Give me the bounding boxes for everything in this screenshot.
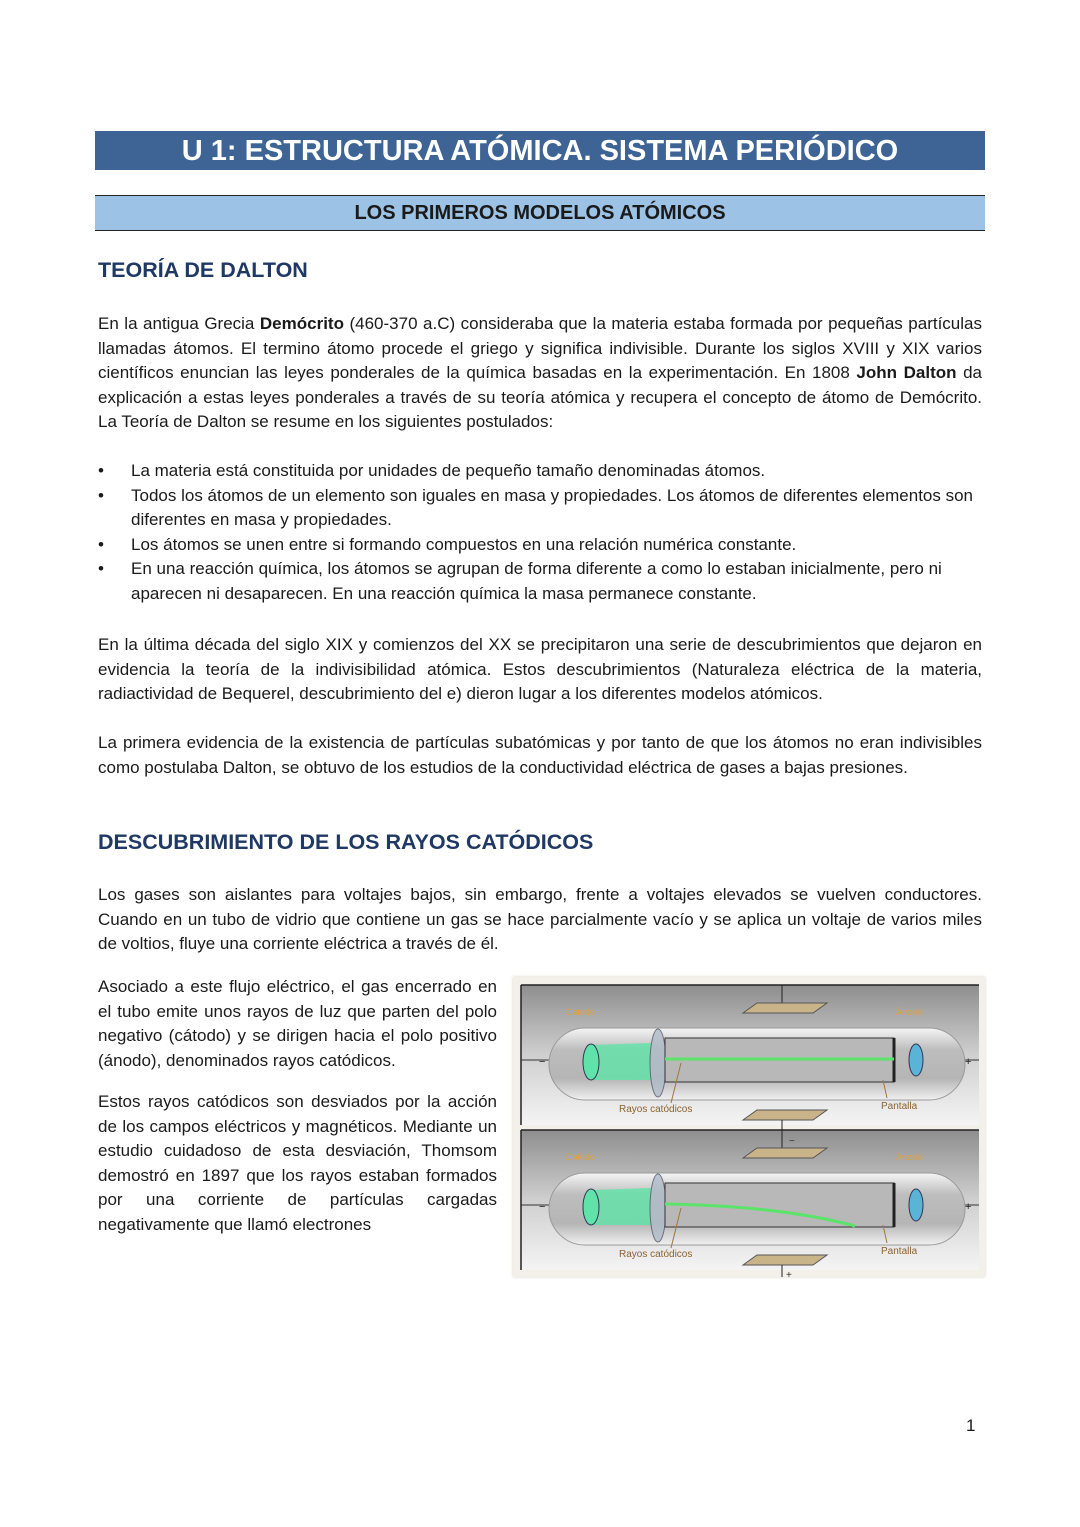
list-item xyxy=(98,484,982,533)
tube-panel xyxy=(521,1130,979,1277)
bottom-plate xyxy=(743,1255,827,1265)
paragraph-cathode-rays: Asociado a este flujo eléctrico, el gas encerrado en el tubo emite unos rayos de luz que parten del polo negativo (cátodo) y se dirigen hacia el polo positivo (ánodo), denominados rayos catódicos. xyxy=(98,977,497,1070)
anode-disc xyxy=(909,1189,923,1221)
anode-label: Ánodo xyxy=(896,1152,923,1162)
screen-label: Pantalla xyxy=(881,1101,918,1112)
bullet-icon: • xyxy=(98,461,104,480)
bullet-icon: • xyxy=(98,534,104,554)
list-item xyxy=(98,533,982,558)
tube-panel xyxy=(521,985,979,1133)
dalton-intro-paragraph xyxy=(98,312,982,435)
intro-text: En la antigua Grecia xyxy=(98,314,260,333)
heading-dalton: TEORÍA DE DALTON xyxy=(98,258,308,282)
screen-label: Pantalla xyxy=(881,1246,918,1257)
list-item xyxy=(98,459,982,484)
anode-disc xyxy=(909,1044,923,1076)
bullet-icon: • xyxy=(98,559,104,578)
top-plate xyxy=(743,1003,827,1013)
rays-label: Rayos catódicos xyxy=(619,1249,693,1260)
plus-sign: + xyxy=(965,1056,972,1068)
postulate-text: Todos los átomos de un elemento son iguales en masa y propiedades. Los átomos de diferentes elementos son diferentes en masa y propiedades. xyxy=(131,485,974,529)
bottom-plate-sign: + xyxy=(786,1270,792,1277)
bottom-plate xyxy=(743,1110,827,1120)
postulate-text: En una reacción química, los átomos se agrupan de forma diferente a como lo estaban inicialmente, pero ni aparecen ni desaparecen. En una reacción química la masa permanece constante. xyxy=(131,559,942,603)
bullet-icon: • xyxy=(98,485,104,505)
paragraph-gas-conduction: Los gases son aislantes para voltajes bajos, sin embargo, frente a voltajes elevados se vuelven conductores. Cuando en un tubo de vidrio que contiene un gas se hace parcialmente vacío y se aplica un voltaje de varios miles de voltios, fluye una corriente eléctrica a través de él. xyxy=(98,885,982,953)
postulate-text: La materia está constituida por unidades de pequeño tamaño denominadas átomos. xyxy=(131,461,766,480)
collimator xyxy=(650,1174,666,1242)
top-plate xyxy=(743,1148,827,1158)
paragraph-discoveries: En la última década del siglo XIX y comienzos del XX se precipitaron una serie de descubrimientos que dejaron en evidencia la teoría de la indivisibilidad atómica. Estos descubrimientos (Naturaleza eléctrica de la materia, radiactividad de Bequerel, descubrimiento del e) dieron lugar a los diferentes modelos atómicos. xyxy=(98,635,982,703)
cathode-label: Cátodo xyxy=(566,1007,596,1017)
intro-text: da explicación a estas leyes ponderales a través de su teoría atómica y recupera el concepto de átomo de Demócrito. La Teoría de Dalton se resume en los siguientes postulados: xyxy=(98,363,982,431)
intro-bold-democrito: Demócrito xyxy=(259,314,344,333)
collimator xyxy=(650,1029,666,1097)
cathode-glow xyxy=(591,1043,651,1080)
plus-sign: + xyxy=(965,1201,972,1213)
document-title: U 1: ESTRUCTURA ATÓMICA. SISTEMA PERIÓDICO xyxy=(95,131,985,170)
cathode-ray-tube-figure xyxy=(513,977,985,1277)
dalton-postulates-list xyxy=(98,459,982,606)
rays-label: Rayos catódicos xyxy=(619,1104,693,1115)
postulate-text: Los átomos se unen entre si formando compuestos en una relación numérica constante. xyxy=(131,534,797,554)
minus-sign: − xyxy=(539,1201,546,1213)
list-item xyxy=(98,557,982,606)
paragraph-thomson: Estos rayos catódicos son desviados por la acción de los campos eléctricos y magnéticos. Mediante un estudio cuidadoso de esta desviación, Thomsom demostró en 1897 que los rayos estaban formados por una corriente de partículas cargadas negativamente que llamó electrones xyxy=(98,1092,497,1234)
cathode-glow xyxy=(591,1188,651,1225)
intro-bold-dalton: John Dalton xyxy=(856,363,957,382)
paragraph-subatomic-evidence: La primera evidencia de la existencia de partículas subatómicas y por tanto de que los átomos no eran indivisibles como postulaba Dalton, se obtuvo de los estudios de la conductividad eléctrica de gases a bajas presiones. xyxy=(98,733,982,777)
cathode-label: Cátodo xyxy=(566,1152,596,1162)
heading-cathode-rays: DESCUBRIMIENTO DE LOS RAYOS CATÓDICOS xyxy=(98,830,594,854)
cathode-disc xyxy=(583,1189,599,1225)
page-number: 1 xyxy=(966,1416,976,1435)
top-plate-sign: − xyxy=(789,1136,795,1147)
cathode-disc xyxy=(583,1044,599,1080)
anode-label: Ánodo xyxy=(896,1007,923,1017)
section-title: LOS PRIMEROS MODELOS ATÓMICOS xyxy=(95,195,985,231)
intro-text: (460-370 a.C) consideraba que la materia estaba formada por pequeñas partículas llamadas átomos. El termino átomo procede el griego y significa indivisible. Durante los siglos XVIII y XIX varios científicos enuncian las leyes ponderales de la química basadas en la experimentación. En 1808 xyxy=(98,314,982,382)
cathode-ray-tube-diagram xyxy=(513,977,985,1277)
minus-sign: − xyxy=(539,1056,546,1068)
